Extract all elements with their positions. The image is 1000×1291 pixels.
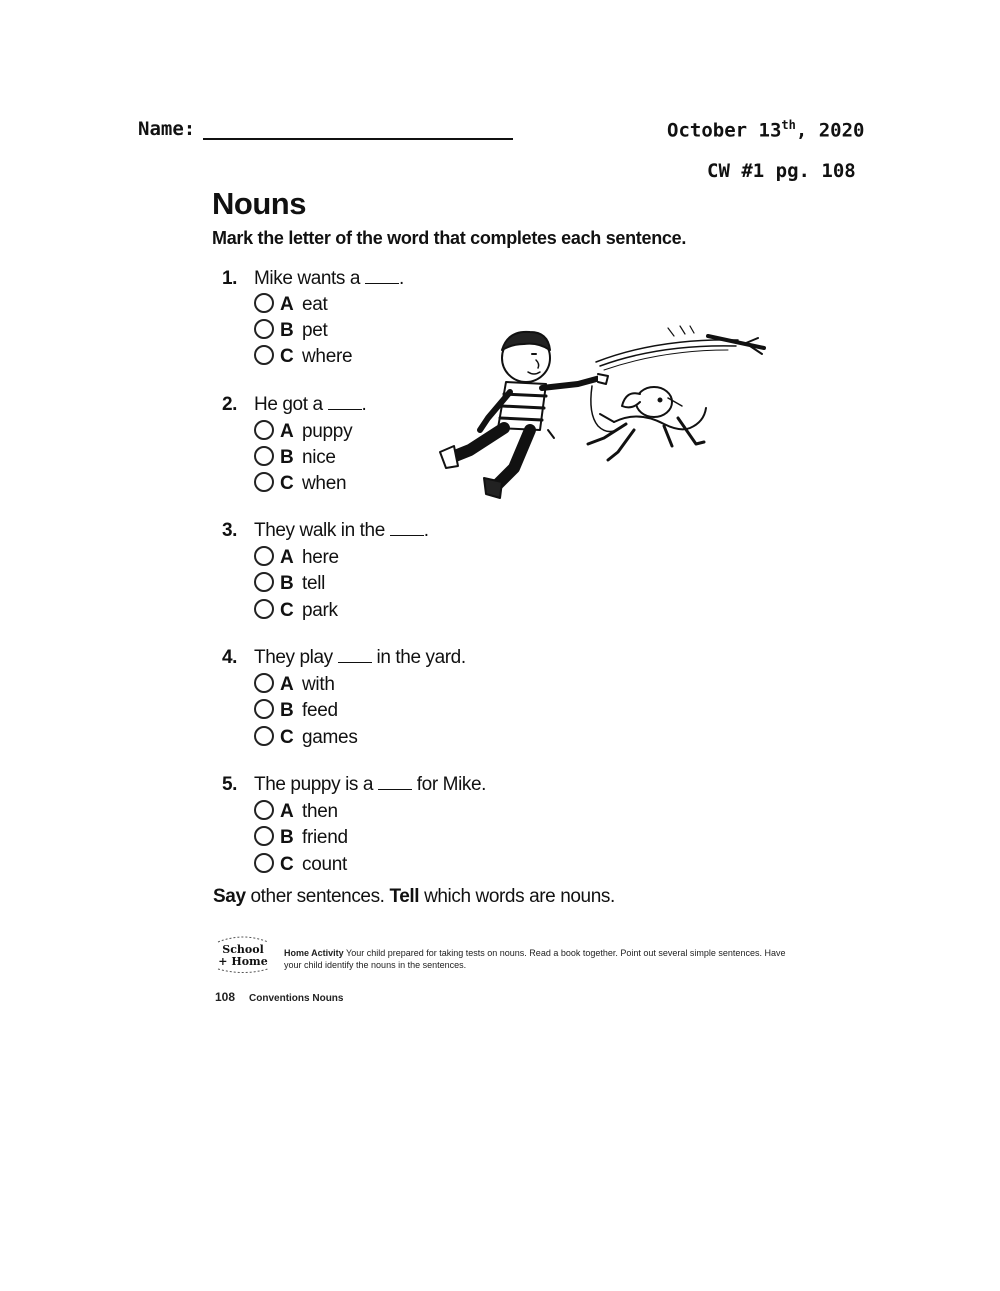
option-word: tell xyxy=(302,573,326,594)
answer-blank xyxy=(328,395,362,410)
radio-bubble[interactable] xyxy=(254,319,274,339)
instructions xyxy=(212,228,686,249)
option-1b[interactable] xyxy=(254,319,328,343)
radio-bubble[interactable] xyxy=(254,673,274,693)
question-text-before: The puppy is a xyxy=(254,774,378,795)
radio-bubble[interactable] xyxy=(254,572,274,592)
option-letter: B xyxy=(280,827,294,848)
tell-lead: Tell xyxy=(389,886,420,907)
name-blank-line xyxy=(203,120,513,140)
radio-bubble[interactable] xyxy=(254,800,274,820)
option-word: eat xyxy=(302,294,328,315)
option-word: games xyxy=(302,727,358,748)
option-3a[interactable] xyxy=(254,546,339,570)
option-1a[interactable] xyxy=(254,293,328,317)
extension-prompt xyxy=(213,886,615,908)
date-year: , 2020 xyxy=(795,119,865,142)
question-number: 5. xyxy=(222,774,238,795)
radio-bubble[interactable] xyxy=(254,826,274,846)
option-letter: B xyxy=(280,447,294,468)
question-text-after: . xyxy=(398,268,404,289)
option-4a[interactable] xyxy=(254,673,335,697)
option-letter: C xyxy=(280,727,294,748)
option-word: pet xyxy=(302,320,328,341)
option-2c[interactable] xyxy=(254,472,346,496)
question-4 xyxy=(222,647,466,669)
question-1 xyxy=(222,268,404,290)
option-word: nice xyxy=(302,447,336,468)
home-activity-text: Your child prepared for taking tests on nouns. Read a book together. Point out several simple sentences. Have your child identify the nouns in the sentences. xyxy=(284,948,786,970)
logo-line-1: School xyxy=(222,943,264,956)
option-word: puppy xyxy=(302,421,353,442)
answer-blank xyxy=(378,775,412,790)
radio-bubble[interactable] xyxy=(254,472,274,492)
option-letter: A xyxy=(280,294,294,315)
page-number: 108 xyxy=(215,990,236,1004)
question-number: 1. xyxy=(222,268,238,289)
option-letter: C xyxy=(280,346,294,367)
say-lead: Say xyxy=(213,886,246,907)
radio-bubble[interactable] xyxy=(254,699,274,719)
option-word: then xyxy=(302,801,338,822)
option-word: park xyxy=(302,600,338,621)
instructions-text: the letter of the word that completes each sentence. xyxy=(252,228,687,248)
option-word: where xyxy=(302,346,353,367)
option-word: feed xyxy=(302,700,338,721)
option-letter: C xyxy=(280,473,294,494)
option-2a[interactable] xyxy=(254,420,352,444)
boy-throwing-stick-to-dog-illustration xyxy=(428,318,768,508)
option-letter: B xyxy=(280,573,294,594)
radio-bubble[interactable] xyxy=(254,853,274,873)
question-number: 2. xyxy=(222,394,238,415)
option-letter: C xyxy=(280,854,294,875)
logo-line-2: + Home xyxy=(218,955,268,968)
option-3b[interactable] xyxy=(254,572,325,596)
question-text-after: in the yard. xyxy=(371,647,466,668)
say-mid: other sentences. xyxy=(245,886,390,907)
question-5 xyxy=(222,774,486,796)
radio-bubble[interactable] xyxy=(254,546,274,566)
option-letter: B xyxy=(280,320,294,341)
option-2b[interactable] xyxy=(254,446,336,470)
date-suffix: th xyxy=(781,118,796,132)
section-name: Conventions Nouns xyxy=(249,993,344,1004)
date-month-day: October 13 xyxy=(667,119,782,142)
radio-bubble[interactable] xyxy=(254,420,274,440)
question-number: 4. xyxy=(222,647,238,668)
question-text-before: They walk in the xyxy=(254,520,390,541)
option-5a[interactable] xyxy=(254,800,338,824)
question-number: 3. xyxy=(222,520,238,541)
option-word: when xyxy=(302,473,347,494)
home-activity-note xyxy=(284,947,794,971)
name-label: Name: xyxy=(138,118,196,140)
option-letter: A xyxy=(280,801,294,822)
option-word: friend xyxy=(302,827,348,848)
option-4c[interactable] xyxy=(254,726,358,750)
question-text-before: He got a xyxy=(254,394,328,415)
option-1c[interactable] xyxy=(254,345,352,369)
answer-blank xyxy=(365,269,399,284)
option-letter: C xyxy=(280,600,294,621)
question-2 xyxy=(222,394,366,416)
date xyxy=(667,118,864,141)
classwork-label: CW #1 pg. 108 xyxy=(707,160,856,182)
school-home-logo xyxy=(212,934,274,974)
option-letter: B xyxy=(280,700,294,721)
question-text-after: . xyxy=(361,394,367,415)
option-3c[interactable] xyxy=(254,599,338,623)
option-letter: A xyxy=(280,547,294,568)
option-word: count xyxy=(302,854,347,875)
name-field xyxy=(138,118,513,140)
radio-bubble[interactable] xyxy=(254,446,274,466)
answer-blank xyxy=(338,648,372,663)
question-text-after: for Mike. xyxy=(411,774,487,795)
say-rest: which words are nouns. xyxy=(419,886,615,907)
option-4b[interactable] xyxy=(254,699,338,723)
option-word: with xyxy=(302,674,335,695)
home-activity-label: Home Activity xyxy=(284,948,344,958)
page-title: Nouns xyxy=(212,186,306,221)
option-letter: A xyxy=(280,421,294,442)
option-letter: A xyxy=(280,674,294,695)
question-text-before: They play xyxy=(254,647,338,668)
radio-bubble[interactable] xyxy=(254,293,274,313)
question-text-before: Mike wants a xyxy=(254,268,365,289)
answer-blank xyxy=(390,521,424,536)
radio-bubble[interactable] xyxy=(254,345,274,365)
question-text-after: . xyxy=(423,520,429,541)
option-5c[interactable] xyxy=(254,853,347,877)
instructions-lead: Mark xyxy=(212,228,253,248)
option-word: here xyxy=(302,547,339,568)
radio-bubble[interactable] xyxy=(254,726,274,746)
page-footer xyxy=(215,990,343,1004)
option-5b[interactable] xyxy=(254,826,348,850)
question-3 xyxy=(222,520,429,542)
radio-bubble[interactable] xyxy=(254,599,274,619)
